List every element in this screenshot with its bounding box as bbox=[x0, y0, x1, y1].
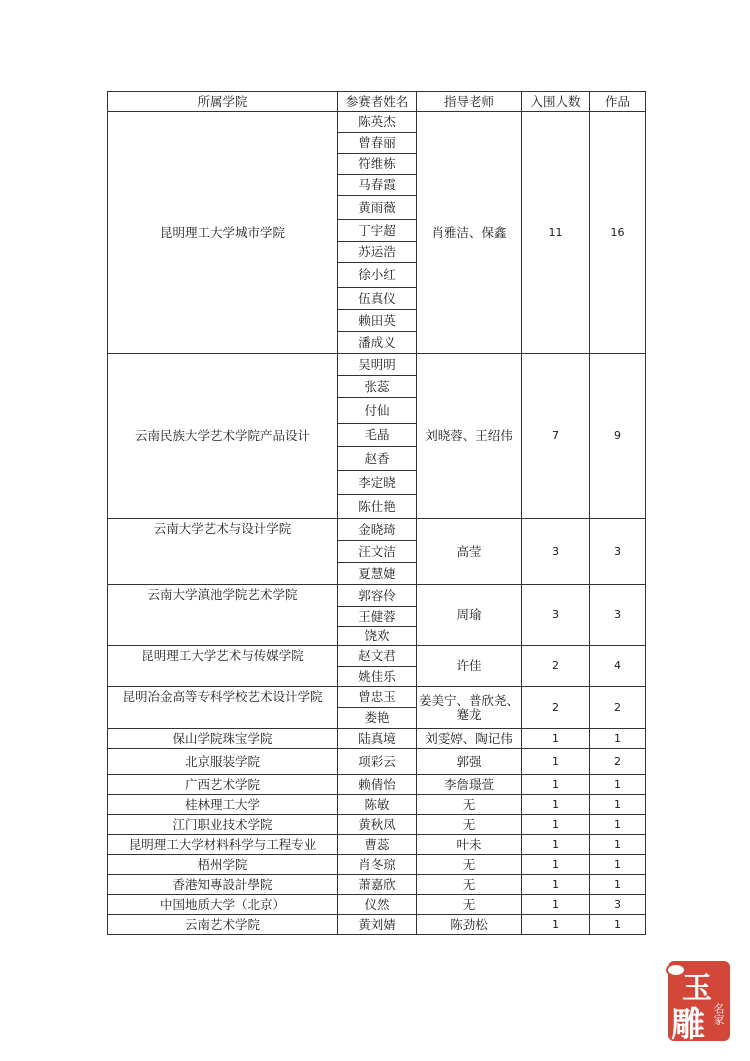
header-count: 入围人数 bbox=[522, 92, 590, 112]
teacher-cell: 叶未 bbox=[417, 835, 522, 855]
college-cell: 昆明理工大学艺术与传媒学院 bbox=[108, 646, 338, 687]
count-cell: 1 bbox=[522, 915, 590, 935]
works-cell: 2 bbox=[590, 687, 646, 729]
participant-cell: 赖田英 bbox=[338, 310, 417, 332]
works-cell: 2 bbox=[590, 749, 646, 775]
participant-cell: 毛晶 bbox=[338, 424, 417, 447]
count-cell: 1 bbox=[522, 875, 590, 895]
finalists-table bbox=[107, 91, 646, 935]
header-works: 作品 bbox=[590, 92, 646, 112]
count-cell: 1 bbox=[522, 749, 590, 775]
works-cell: 1 bbox=[590, 729, 646, 749]
works-cell: 1 bbox=[590, 835, 646, 855]
college-cell: 云南大学艺术与设计学院 bbox=[108, 519, 338, 585]
college-cell: 云南艺术学院 bbox=[108, 915, 338, 935]
participant-cell: 黄刘婧 bbox=[338, 915, 417, 935]
count-cell: 2 bbox=[522, 646, 590, 687]
college-cell: 昆明理工大学材料科学与工程专业 bbox=[108, 835, 338, 855]
college-cell: 昆明冶金高等专科学校艺术设计学院 bbox=[108, 687, 338, 729]
works-cell: 9 bbox=[590, 354, 646, 519]
works-cell: 3 bbox=[590, 585, 646, 646]
participant-cell: 赵文君 bbox=[338, 646, 417, 667]
table-row bbox=[108, 729, 646, 749]
teacher-cell: 刘雯婷、陶记伟 bbox=[417, 729, 522, 749]
college-cell: 云南民族大学艺术学院产品设计 bbox=[108, 354, 338, 519]
teacher-cell: 刘晓蓉、王绍伟 bbox=[417, 354, 522, 519]
college-cell: 云南大学滇池学院艺术学院 bbox=[108, 585, 338, 646]
participant-cell: 娄艳 bbox=[338, 708, 417, 729]
participant-cell: 陈敏 bbox=[338, 795, 417, 815]
participant-cell: 金晓琦 bbox=[338, 519, 417, 541]
participant-cell: 萧嘉欣 bbox=[338, 875, 417, 895]
header-row bbox=[108, 92, 646, 112]
college-cell: 江门职业技术学院 bbox=[108, 815, 338, 835]
participant-cell: 李定晓 bbox=[338, 471, 417, 495]
teacher-cell: 姜美宁、普欣尧、蹇龙 bbox=[417, 687, 522, 729]
teacher-cell: 李詹璟萱 bbox=[417, 775, 522, 795]
teacher-cell: 肖雅洁、保鑫 bbox=[417, 112, 522, 354]
participant-cell: 赵香 bbox=[338, 447, 417, 471]
table-row bbox=[108, 354, 646, 376]
works-cell: 1 bbox=[590, 815, 646, 835]
participant-cell: 陈仕艳 bbox=[338, 495, 417, 519]
count-cell: 1 bbox=[522, 775, 590, 795]
college-cell: 昆明理工大学城市学院 bbox=[108, 112, 338, 354]
table-row bbox=[108, 895, 646, 915]
count-cell: 1 bbox=[522, 855, 590, 875]
seal-char-1: 玉 bbox=[682, 971, 712, 1006]
works-cell: 3 bbox=[590, 895, 646, 915]
participant-cell: 伍真仪 bbox=[338, 288, 417, 310]
college-cell: 保山学院珠宝学院 bbox=[108, 729, 338, 749]
teacher-cell: 无 bbox=[417, 895, 522, 915]
participant-cell: 马春霞 bbox=[338, 175, 417, 196]
participant-cell: 苏运浩 bbox=[338, 242, 417, 263]
table-row bbox=[108, 112, 646, 133]
participant-cell: 赖倩怡 bbox=[338, 775, 417, 795]
table-row bbox=[108, 646, 646, 667]
count-cell: 1 bbox=[522, 895, 590, 915]
table-row bbox=[108, 687, 646, 708]
participant-cell: 黄雨薇 bbox=[338, 196, 417, 220]
count-cell: 3 bbox=[522, 585, 590, 646]
header-college: 所属学院 bbox=[108, 92, 338, 112]
table-row bbox=[108, 835, 646, 855]
participant-cell: 夏慧婕 bbox=[338, 563, 417, 585]
participant-cell: 吴明明 bbox=[338, 354, 417, 376]
participant-cell: 王健蓉 bbox=[338, 607, 417, 627]
participant-cell: 丁宇超 bbox=[338, 220, 417, 242]
works-cell: 4 bbox=[590, 646, 646, 687]
teacher-cell: 陈劲松 bbox=[417, 915, 522, 935]
teacher-cell: 高莹 bbox=[417, 519, 522, 585]
college-cell: 中国地质大学（北京） bbox=[108, 895, 338, 915]
works-cell: 16 bbox=[590, 112, 646, 354]
participant-cell: 黄秋凤 bbox=[338, 815, 417, 835]
count-cell: 1 bbox=[522, 795, 590, 815]
participant-cell: 付仙 bbox=[338, 398, 417, 424]
college-cell: 梧州学院 bbox=[108, 855, 338, 875]
participant-cell: 张蕊 bbox=[338, 376, 417, 398]
participant-cell: 姚佳乐 bbox=[338, 667, 417, 687]
table-row bbox=[108, 815, 646, 835]
table-row bbox=[108, 915, 646, 935]
college-cell: 北京服装学院 bbox=[108, 749, 338, 775]
works-cell: 3 bbox=[590, 519, 646, 585]
count-cell: 2 bbox=[522, 687, 590, 729]
participant-cell: 陈英杰 bbox=[338, 112, 417, 133]
table-row bbox=[108, 749, 646, 775]
header-teacher: 指导老师 bbox=[417, 92, 522, 112]
participant-cell: 潘成义 bbox=[338, 332, 417, 354]
college-cell: 广西艺术学院 bbox=[108, 775, 338, 795]
teacher-cell: 无 bbox=[417, 815, 522, 835]
college-cell: 香港知專設計學院 bbox=[108, 875, 338, 895]
teacher-cell: 无 bbox=[417, 855, 522, 875]
table-row bbox=[108, 519, 646, 541]
works-cell: 1 bbox=[590, 915, 646, 935]
teacher-cell: 郭强 bbox=[417, 749, 522, 775]
seal-char-2: 雕 bbox=[671, 1005, 705, 1045]
participant-cell: 仪然 bbox=[338, 895, 417, 915]
seal-char-small: 名家 bbox=[712, 1003, 725, 1025]
works-cell: 1 bbox=[590, 875, 646, 895]
works-cell: 1 bbox=[590, 775, 646, 795]
count-cell: 1 bbox=[522, 729, 590, 749]
participant-cell: 郭容伶 bbox=[338, 585, 417, 607]
count-cell: 1 bbox=[522, 835, 590, 855]
participant-cell: 肖冬琼 bbox=[338, 855, 417, 875]
participant-cell: 曾春丽 bbox=[338, 133, 417, 154]
teacher-cell: 无 bbox=[417, 875, 522, 895]
table-body bbox=[108, 112, 646, 935]
table-row bbox=[108, 775, 646, 795]
participant-cell: 曾忠玉 bbox=[338, 687, 417, 708]
count-cell: 7 bbox=[522, 354, 590, 519]
logo-seal bbox=[668, 961, 730, 1045]
participant-cell: 陆真境 bbox=[338, 729, 417, 749]
teacher-cell: 周瑜 bbox=[417, 585, 522, 646]
works-cell: 1 bbox=[590, 855, 646, 875]
count-cell: 3 bbox=[522, 519, 590, 585]
table-row bbox=[108, 795, 646, 815]
participant-cell: 饶欢 bbox=[338, 627, 417, 646]
header-participant: 参赛者姓名 bbox=[338, 92, 417, 112]
participant-cell: 汪文洁 bbox=[338, 541, 417, 563]
participant-cell: 符维栋 bbox=[338, 154, 417, 175]
participant-cell: 项彩云 bbox=[338, 749, 417, 775]
participant-cell: 曹蕊 bbox=[338, 835, 417, 855]
teacher-cell: 许佳 bbox=[417, 646, 522, 687]
table-row bbox=[108, 585, 646, 607]
teacher-cell: 无 bbox=[417, 795, 522, 815]
table-row bbox=[108, 855, 646, 875]
participant-cell: 徐小红 bbox=[338, 263, 417, 288]
college-cell: 桂林理工大学 bbox=[108, 795, 338, 815]
count-cell: 11 bbox=[522, 112, 590, 354]
count-cell: 1 bbox=[522, 815, 590, 835]
table-row bbox=[108, 875, 646, 895]
works-cell: 1 bbox=[590, 795, 646, 815]
